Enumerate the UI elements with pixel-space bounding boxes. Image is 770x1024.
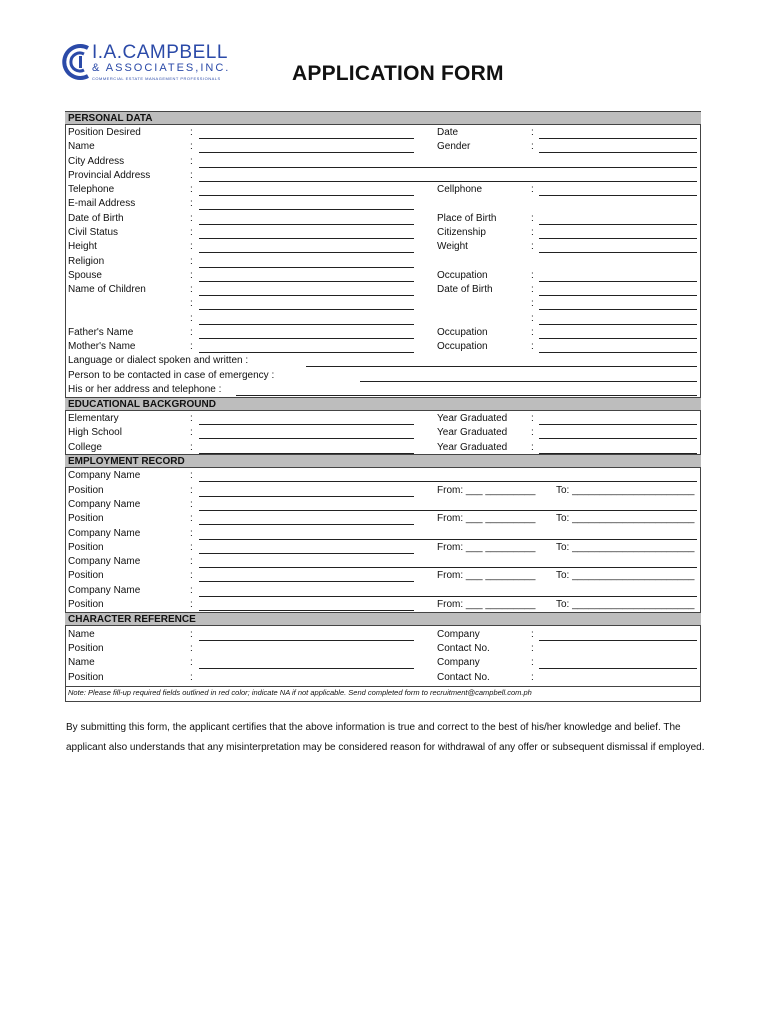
section-employment-record: EMPLOYMENT RECORD <box>65 454 701 468</box>
position-field[interactable] <box>199 524 414 525</box>
label-reference-company: Company <box>437 657 480 668</box>
colon: : <box>190 672 193 683</box>
to-date-field[interactable]: To: ______________________ <box>556 513 695 524</box>
colon: : <box>190 427 193 438</box>
colon: : <box>190 256 193 267</box>
colon: : <box>531 341 534 352</box>
label-college: College <box>68 442 102 453</box>
colon: : <box>190 213 193 224</box>
label-weight: Weight <box>437 241 468 252</box>
label-position-desired: Position Desired <box>68 127 141 138</box>
label-reference-name: Name <box>68 629 95 640</box>
label-cellphone: Cellphone <box>437 184 483 195</box>
label-date: Date <box>437 127 459 138</box>
label-reference-position: Position <box>68 643 104 654</box>
colon: : <box>531 284 534 295</box>
language-field[interactable] <box>306 366 697 367</box>
section-character-reference: CHARACTER REFERENCE <box>65 612 701 626</box>
label-father-occupation: Occupation <box>437 327 488 338</box>
label-company-name: Company Name <box>68 585 141 596</box>
child-dob-field[interactable] <box>539 295 697 296</box>
colon: : <box>190 499 193 510</box>
colon: : <box>190 127 193 138</box>
colon: : <box>190 156 193 167</box>
colon: : <box>531 643 534 654</box>
provincial-address-field[interactable] <box>199 181 697 182</box>
logo-tagline: COMMERCIAL ESTATE MANAGEMENT PROFESSIONALS <box>92 76 221 81</box>
civil-status-field[interactable] <box>199 238 414 239</box>
label-mother-occupation: Occupation <box>437 341 488 352</box>
label-children-date-of-birth: Date of Birth <box>437 284 493 295</box>
label-company-name: Company Name <box>68 470 141 481</box>
certification-text: By submitting this form, the applicant certifies that the above information is true and correct to the best of his/her knowledge and belief. The applicant also understands that any misinterpretation may be considered reason for withdrawal of any offer or subsequent dismissal if employed. <box>66 722 705 753</box>
from-date-field[interactable]: From: ___ _________ <box>437 485 536 496</box>
form-note: Note: Please fill-up required fields outlined in red color; indicate NA if not applicable. Send completed form to recruitment@campbell.com.ph <box>68 688 532 697</box>
label-position: Position <box>68 599 104 610</box>
colon: : <box>531 298 534 309</box>
label-civil-status: Civil Status <box>68 227 119 238</box>
gender-field[interactable] <box>539 152 697 153</box>
colon: : <box>190 542 193 553</box>
colon: : <box>531 672 534 683</box>
telephone-field[interactable] <box>199 195 414 196</box>
from-date-field[interactable]: From: ___ _________ <box>437 570 536 581</box>
to-date-field[interactable]: To: ______________________ <box>556 570 695 581</box>
label-reference-company: Company <box>437 629 480 640</box>
label-elementary: Elementary <box>68 413 119 424</box>
colon: : <box>190 141 193 152</box>
label-height: Height <box>68 241 97 252</box>
label-name: Name <box>68 141 95 152</box>
child-name-field[interactable] <box>199 295 414 296</box>
colon: : <box>531 327 534 338</box>
weight-field[interactable] <box>539 252 697 253</box>
company-name-field[interactable] <box>199 567 697 568</box>
colon: : <box>531 427 534 438</box>
label-date-of-birth: Date of Birth <box>68 213 124 224</box>
cellphone-field[interactable] <box>539 195 697 196</box>
label-city-address: City Address <box>68 156 125 167</box>
high-school-field[interactable] <box>199 438 414 439</box>
note-divider <box>65 686 701 687</box>
label-religion: Religion <box>68 256 105 267</box>
from-date-field[interactable]: From: ___ _________ <box>437 513 536 524</box>
label-gender: Gender <box>437 141 471 152</box>
colon: : <box>190 585 193 596</box>
company-name-field[interactable] <box>199 481 697 482</box>
position-field[interactable] <box>199 553 414 554</box>
colon: : <box>531 657 534 668</box>
spouse-occupation-field[interactable] <box>539 281 697 282</box>
label-citizenship: Citizenship <box>437 227 486 238</box>
label-reference-name: Name <box>68 657 95 668</box>
high-school-year-field[interactable] <box>539 438 697 439</box>
email-address-field[interactable] <box>199 209 414 210</box>
child-dob-field[interactable] <box>539 309 697 310</box>
colon: : <box>190 599 193 610</box>
position-field[interactable] <box>199 610 414 611</box>
company-name-field[interactable] <box>199 596 697 597</box>
colon: : <box>190 657 193 668</box>
colon: : <box>190 643 193 654</box>
company-name-field[interactable] <box>199 539 697 540</box>
to-date-field[interactable]: To: ______________________ <box>556 599 695 610</box>
mothers-name-field[interactable] <box>199 352 414 353</box>
label-position: Position <box>68 513 104 524</box>
colon: : <box>190 313 193 324</box>
colon: : <box>190 284 193 295</box>
from-date-field[interactable]: From: ___ _________ <box>437 542 536 553</box>
label-position: Position <box>68 485 104 496</box>
position-field[interactable] <box>199 581 414 582</box>
colon: : <box>190 198 193 209</box>
emergency-address-field[interactable] <box>236 395 697 396</box>
father-occupation-field[interactable] <box>539 338 697 339</box>
colon: : <box>531 629 534 640</box>
reference-company-field[interactable] <box>539 668 697 669</box>
place-of-birth-field[interactable] <box>539 224 697 225</box>
colon: : <box>531 413 534 424</box>
colon: : <box>190 570 193 581</box>
label-emergency-contact: Person to be contacted in case of emergency : <box>68 370 275 381</box>
colon: : <box>190 170 193 181</box>
label-email-address: E-mail Address <box>68 198 136 209</box>
label-company-name: Company Name <box>68 499 141 510</box>
reference-name-field[interactable] <box>199 640 414 641</box>
fathers-name-field[interactable] <box>199 338 414 339</box>
label-emergency-address: His or her address and telephone : <box>68 384 222 395</box>
colon: : <box>190 341 193 352</box>
name-field[interactable] <box>199 152 414 153</box>
label-company-name: Company Name <box>68 556 141 567</box>
colon: : <box>531 141 534 152</box>
position-desired-field[interactable] <box>199 138 414 139</box>
elementary-field[interactable] <box>199 424 414 425</box>
colon: : <box>190 528 193 539</box>
colon: : <box>190 270 193 281</box>
spouse-field[interactable] <box>199 281 414 282</box>
label-spouse-occupation: Occupation <box>437 270 488 281</box>
height-field[interactable] <box>199 252 414 253</box>
from-date-field[interactable]: From: ___ _________ <box>437 599 536 610</box>
reference-company-field[interactable] <box>539 640 697 641</box>
label-mothers-name: Mother's Name <box>68 341 136 352</box>
label-language: Language or dialect spoken and written : <box>68 355 249 366</box>
label-high-school: High School <box>68 427 122 438</box>
label-spouse: Spouse <box>68 270 102 281</box>
colon: : <box>190 556 193 567</box>
label-fathers-name: Father's Name <box>68 327 134 338</box>
section-personal-data: PERSONAL DATA <box>65 111 701 125</box>
colon: : <box>190 327 193 338</box>
date-of-birth-field[interactable] <box>199 224 414 225</box>
colon: : <box>190 629 193 640</box>
company-name-field[interactable] <box>199 510 697 511</box>
label-reference-contact: Contact No. <box>437 672 490 683</box>
logo-name: I.A.CAMPBELL <box>92 42 228 63</box>
colon: : <box>190 227 193 238</box>
to-date-field[interactable]: To: ______________________ <box>556 542 695 553</box>
label-reference-position: Position <box>68 672 104 683</box>
colon: : <box>531 227 534 238</box>
label-telephone: Telephone <box>68 184 115 195</box>
colon: : <box>190 442 193 453</box>
position-field[interactable] <box>199 496 414 497</box>
label-company-name: Company Name <box>68 528 141 539</box>
city-address-field[interactable] <box>199 167 697 168</box>
label-year-graduated: Year Graduated <box>437 413 508 424</box>
label-place-of-birth: Place of Birth <box>437 213 497 224</box>
label-provincial-address: Provincial Address <box>68 170 151 181</box>
colon: : <box>531 184 534 195</box>
section-educational-background: EDUCATIONAL BACKGROUND <box>65 397 701 411</box>
label-name-of-children: Name of Children <box>68 284 146 295</box>
colon: : <box>190 413 193 424</box>
colon: : <box>190 298 193 309</box>
colon: : <box>531 270 534 281</box>
child-dob-field[interactable] <box>539 324 697 325</box>
to-date-field[interactable]: To: ______________________ <box>556 485 695 496</box>
reference-name-field[interactable] <box>199 668 414 669</box>
date-field[interactable] <box>539 138 697 139</box>
mother-occupation-field[interactable] <box>539 352 697 353</box>
child-name-field[interactable] <box>199 309 414 310</box>
colon: : <box>531 127 534 138</box>
label-reference-contact: Contact No. <box>437 643 490 654</box>
emergency-contact-field[interactable] <box>360 381 697 382</box>
citizenship-field[interactable] <box>539 238 697 239</box>
colon: : <box>190 241 193 252</box>
colon: : <box>190 184 193 195</box>
child-name-field[interactable] <box>199 324 414 325</box>
colon: : <box>190 513 193 524</box>
logo-mark-icon <box>62 42 92 82</box>
colon: : <box>531 213 534 224</box>
religion-field[interactable] <box>199 267 414 268</box>
colon: : <box>190 485 193 496</box>
label-year-graduated: Year Graduated <box>437 442 508 453</box>
colon: : <box>190 470 193 481</box>
company-logo <box>62 42 242 86</box>
elementary-year-field[interactable] <box>539 424 697 425</box>
label-year-graduated: Year Graduated <box>437 427 508 438</box>
colon: : <box>531 313 534 324</box>
label-position: Position <box>68 542 104 553</box>
label-position: Position <box>68 570 104 581</box>
logo-subname: & ASSOCIATES,INC. <box>92 62 231 74</box>
colon: : <box>531 442 534 453</box>
colon: : <box>531 241 534 252</box>
page-title: APPLICATION FORM <box>292 62 504 85</box>
